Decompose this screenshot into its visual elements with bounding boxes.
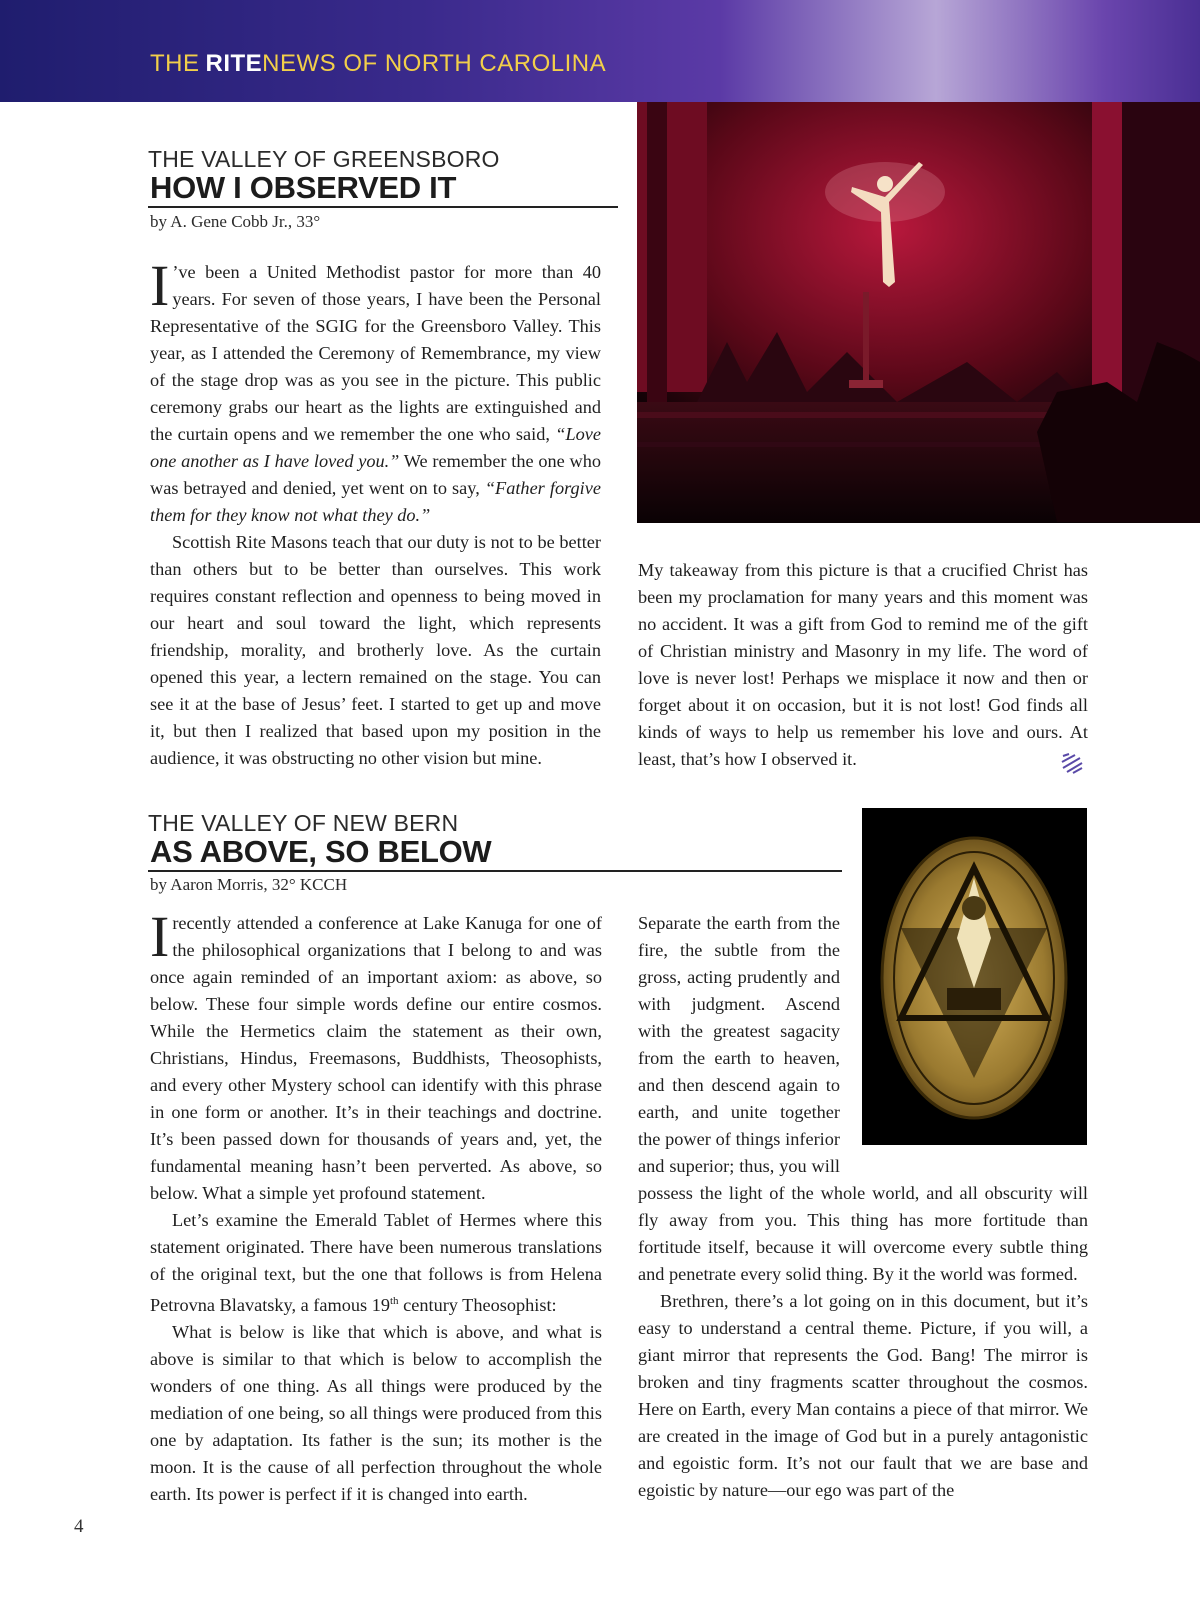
article2-drop-cap: I	[150, 904, 170, 969]
article1-column-left	[150, 253, 601, 772]
publication-title-rest: NEWS OF NORTH CAROLINA	[262, 50, 607, 77]
article2-paragraph-1	[150, 904, 602, 1207]
article2-column-left	[150, 904, 602, 1508]
image-wrap-spacer	[840, 910, 1088, 1168]
article1-valley: THE VALLEY OF GREENSBORO	[148, 146, 500, 172]
article2-valley: THE VALLEY OF NEW BERN	[148, 810, 459, 836]
article1-title: HOW I OBSERVED IT	[150, 170, 457, 205]
article2-title-rule	[148, 870, 842, 872]
article1-p1-mid: We remember the one who was betrayed and denied, yet went on to say,	[150, 451, 601, 498]
publication-title-word: THE	[150, 50, 200, 77]
stage-crucifix-photo	[637, 102, 1200, 523]
article2-p2-text-b: century Theosophist:	[403, 1295, 557, 1316]
page-number: 4	[74, 1516, 84, 1537]
article1-paragraph-2: Scottish Rite Masons teach that our duty is not to be better than others but to be better than ourselves. This work requires constant reflection and openness to being moved in our heart and soul toward the light, which represents friendship, morality, and brotherly love. As the curtain opened this year, a lectern remained on the stage. You can see it at the base of Jesus’ feet. I started to get up and move it, but then I realized that based upon my position in the audience, it was obstructing no other vision but mine.	[150, 532, 601, 768]
article2-paragraph-2	[150, 1207, 602, 1319]
article2-paragraph-3: What is below is like that which is above, and what is above is similar to that which is below to accomplish the wonders of one thing. As all things were produced by the mediation of one being, so all things were produced from this one by adaptation. Its father is the sun; its mother is the moon. It is the cause of all perfection throughout the whole earth. Its power is perfect if it is changed into earth.	[150, 1322, 602, 1505]
article1-paragraph-3: My takeaway from this picture is that a crucified Christ has been my proclamation for many years and this moment was no accident. It was a gift from God to remind me of the gift of Christian ministry and Masonry in my life. The word of love is never lost! Perhaps we misplace it now and then or forget about it on occasion, but it is not lost! God finds all kinds of ways to help us remember his love and ours. At least, that’s how I observed it.	[638, 560, 1088, 769]
article1-quote-2: “Father forgive them for they know not what they do.”	[150, 478, 601, 525]
article1-drop-cap: I	[150, 253, 170, 318]
header-banner	[0, 0, 1200, 102]
article1-column-right	[638, 557, 1088, 773]
publication-title	[150, 50, 606, 78]
article2-p2-superscript: th	[389, 1295, 399, 1307]
article1-p1-text: ’ve been a United Methodist pastor for more than 40 years. For seven of those years, I have been the Personal Representative of the SGIG for the Greensboro Valley. This year, as I attended the Ceremony of Remembrance, my view of the stage drop was as you see in the picture. This public ceremony grabs our heart as the lights are extinguished and the curtain opens and we remember the one who said,	[150, 262, 601, 444]
article1-title-rule	[148, 206, 618, 208]
article2-title: AS ABOVE, SO BELOW	[150, 834, 492, 869]
article2-paragraph-4: Separate the earth from the fire, the subtle from the gross, acting prudently and with judgment. Ascend with the greatest sagacity from the earth to heaven, and then descend again to earth, and unite together the power of things inferior and superior; thus, you will possess the light of the whole world, and all obscurity will fly away from you. This thing has more fortitude than fortitude itself, because it will overcome every subtle thing and penetrate every solid thing. By it the world was formed.	[638, 913, 1088, 1284]
publication-title-rite: RITE	[205, 50, 263, 77]
article2-byline: by Aaron Morris, 32° KCCH	[150, 875, 348, 894]
article2-paragraph-5: Brethren, there’s a lot going on in this document, but it’s easy to understand a central theme. Picture, if you will, a giant mirror that represents the God. Bang! The mirror is broken and tiny fragments scatter throughout the cosmos. Here on Earth, every Man contains a piece of that mirror. We are created in the image of God but in a purely antagonistic and egoistic form. It’s not our fault that we are base and egoistic by nature—our ego was part of the	[638, 1291, 1088, 1500]
article1-paragraph-1	[150, 253, 601, 529]
article2-p1-text: recently attended a conference at Lake Kanuga for one of the philosophical organizations that I belong to and was once again reminded of an important axiom: as above, so below. These four simple words define our entire cosmos. While the Hermetics claim the statement as their own, Christians, Hindus, Freemasons, Buddhists, Theosophists, and every other Mystery school can identify with this phrase in one form or another. It’s in their teachings and doctrine. It’s been passed down for thousands of years and, yet, the fundamental meaning hasn’t been perverted. As above, so below. What a simple yet profound statement.	[150, 913, 602, 1203]
article1-byline: by A. Gene Cobb Jr., 33°	[150, 212, 321, 231]
end-mark-icon	[1061, 752, 1083, 774]
article2-p2-text-a: Let’s examine the Emerald Tablet of Hermes where this statement originated. There have been numerous translations of the original text, but the one that follows is from Helena Petrovna Blavatsky, a famous 19	[150, 1210, 602, 1316]
article1-quote-1: “Love one another as I have loved you.”	[150, 424, 601, 471]
article2-column-right	[638, 910, 1088, 1504]
